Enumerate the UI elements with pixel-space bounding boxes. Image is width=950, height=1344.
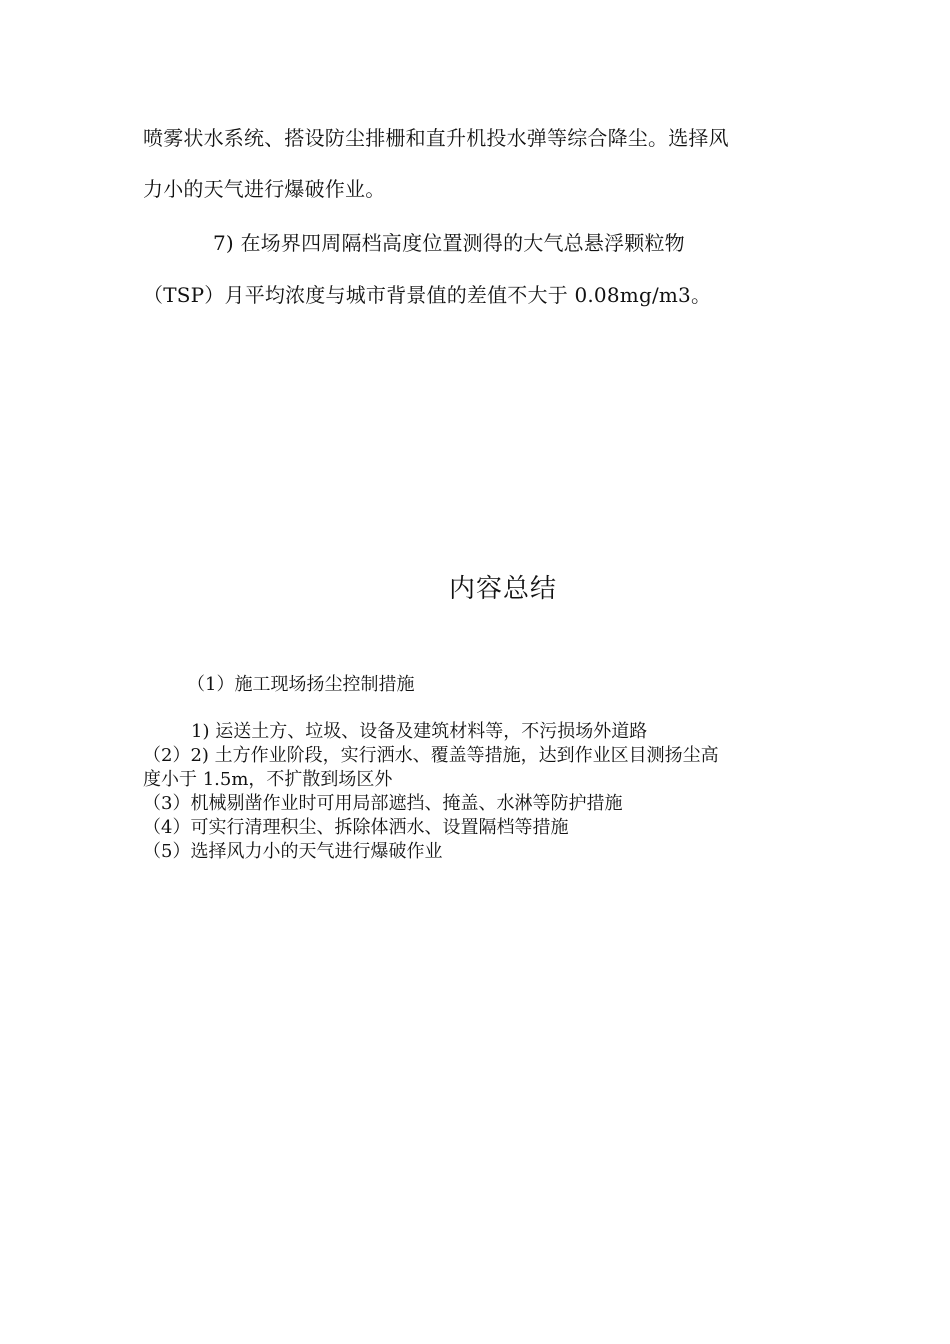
body-paragraph-line-3: 7) 在场界四周隔档高度位置测得的大气总悬浮颗粒物 [213, 231, 685, 255]
summary-item-1: （1）施工现场扬尘控制措施 [187, 674, 415, 695]
summary-title: 内容总结 [449, 574, 558, 604]
summary-item-6: （5）选择风力小的天气进行爆破作业 [143, 841, 443, 862]
summary-item-4: （3）机械剔凿作业时可用局部遮挡、掩盖、水淋等防护措施 [143, 793, 623, 814]
summary-item-2: 1) 运送土方、垃圾、设备及建筑材料等，不污损场外道路 [191, 721, 648, 742]
body-paragraph-line-4: （TSP）月平均浓度与城市背景值的差值不大于 0.08mg/m3。 [143, 283, 712, 307]
body-paragraph-line-1: 喷雾状水系统、搭设防尘排栅和直升机投水弹等综合降尘。选择风 [143, 126, 729, 150]
body-paragraph-line-2: 力小的天气进行爆破作业。 [143, 177, 386, 201]
summary-item-3-line-1: （2）2) 土方作业阶段，实行洒水、覆盖等措施，达到作业区目测扬尘高 [143, 745, 719, 766]
summary-item-5: （4）可实行清理积尘、拆除体洒水、设置隔档等措施 [143, 817, 569, 838]
summary-item-3-line-2: 度小于 1.5m，不扩散到场区外 [143, 769, 393, 790]
